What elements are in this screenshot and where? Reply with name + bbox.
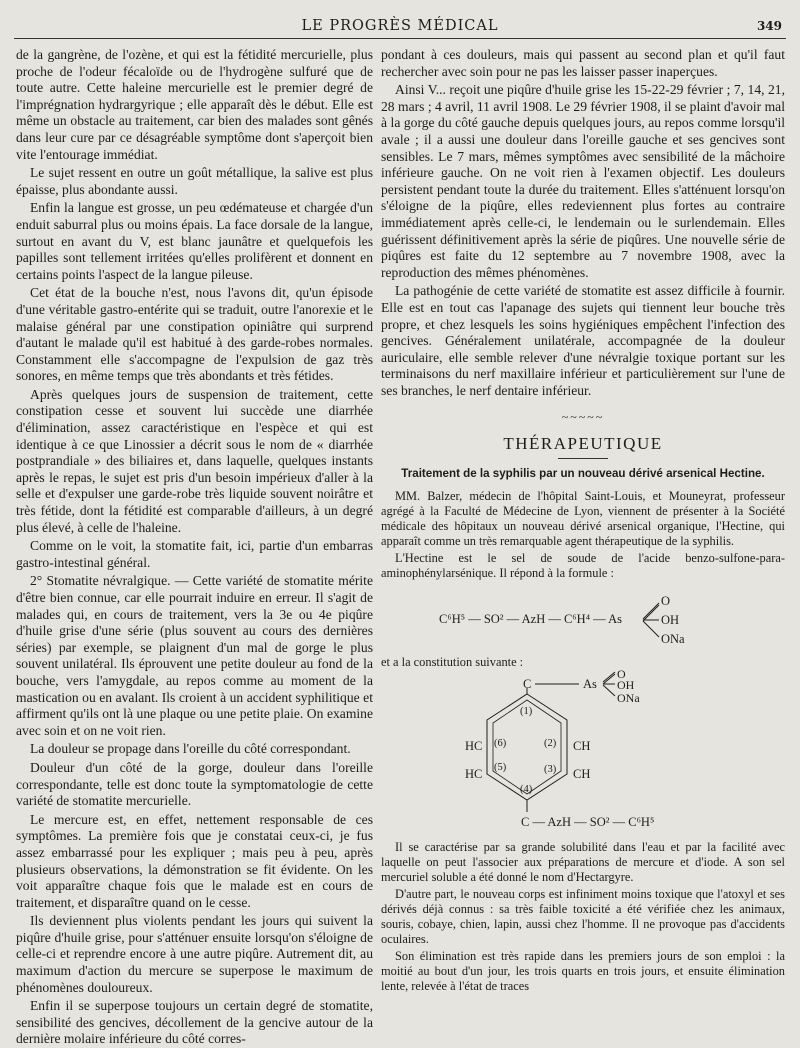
- structure-bottom: C — AzH — SO² — C⁶H⁵: [521, 814, 655, 829]
- structure-bond: [603, 685, 615, 696]
- paragraph: Son élimination est très rapide dans les premiers jours de son emploi : la moitié au bout d'un jour, les trois quarts en trois jours, et ensuite élimination lente, relevée à l'état de traces: [381, 948, 785, 993]
- structure-ch-lower: CH: [573, 766, 591, 781]
- formula-bond: [643, 603, 659, 619]
- structure-ona: ONa: [617, 690, 640, 705]
- paragraph: Ainsi V... reçoit une piqûre d'huile grise les 15-22-29 février ; 7, 14, 21, 28 mars ; 4 avril, 11 avril 1908. Le 29 février 1908, il se plaint d'avoir mal à la gorge du côté gauche depuis quelques jours, au repos comme lorsqu'il avale ; il a aussi une douleur dans l'oreille gauche et ses gencives sont sensibles. Le 7 mars, mêmes symptômes avec sensibilité de la mâchoire inférieure gauche. On ne voit rien à l'examen objectif. Les douleurs persistent pendant toute la durée du traitement. Elles s'atténuent lorsqu'on s'éloigne de la piqûre, elles redeviennent plus fortes au contraire immédiatement après celle-ci, le lendemain ou le surlendemain. Elles guérissent définitivement après la série de piqûres. Une nouvelle série de piqûres est faite du 12 septembre au 7 novembre 1908, avec la reproduction des mêmes phénomènes.: [381, 82, 785, 280]
- section-rule: [558, 458, 608, 459]
- structural-formula: [381, 670, 785, 840]
- structure-bond: [603, 672, 615, 682]
- article-title: Traitement de la syphilis par un nouveau dérivé arsenical Hectine.: [401, 466, 765, 480]
- section-title: THÉRAPEUTIQUE: [503, 434, 663, 454]
- structure-hc-lower: HC: [465, 766, 483, 781]
- page-number: 349: [756, 19, 782, 33]
- paragraph: Cet état de la bouche n'est, nous l'avons dit, qu'un épisode d'une véritable gastro-entérite qui se traduit, outre l'anorexie et le malaise général par une constipation opiniâtre qui surprend d'autant le malade qu'il est habitué à des garde-robes normales. Constamment elle s'accompagne de l'expulsion de gaz très sonores, en même temps que très abondants et très fétides.: [16, 285, 373, 384]
- paragraph: Comme on le voit, la stomatite fait, ici, partie d'un embarras gastro-intestinal général.: [16, 538, 373, 570]
- structure-as: As: [583, 676, 597, 691]
- paragraph: Douleur d'un côté de la gorge, douleur dans l'oreille correspondante, telle est donc toute la symptomatologie de cette variété de stomatite mercurielle.: [16, 759, 373, 809]
- structure-ch-upper: CH: [573, 738, 591, 753]
- right-column: [381, 47, 785, 994]
- structure-oh: OH: [617, 677, 635, 692]
- formula-bond: [643, 621, 659, 637]
- paragraph: Le mercure est, en effet, nettement responsable de ces symptômes. La première fois que je constatai ceux-ci, je fus assez embarrassé pour les expliquer ; mais peu à peu, après plusieurs observations, la démonstration se fit évidente. On les voit apparaître chaque fois que le malade est en cours de traitement, et disparaître quand on le cesse.: [16, 811, 373, 910]
- paragraph: et a la constitution suivante :: [381, 654, 524, 669]
- position-1: (1): [520, 705, 533, 717]
- paragraph: pondant à ces douleurs, mais qui passent au second plan et qu'il faut rechercher avec soin pour ne pas les laisser passer inaperçues.: [381, 47, 785, 79]
- structure-hc-upper: HC: [465, 738, 483, 753]
- left-column: [16, 47, 373, 1048]
- paragraph: MM. Balzer, médecin de l'hôpital Saint-Louis, et Mouneyrat, professeur agrégé à la Faculté de Médecine de Lyon, viennent de présenter à la Société médicale des hôpitaux un nouveau dérivé arsenical organique, l'Hectine, qui apparaît comme un très remarquable agent thérapeutique de la syphilis.: [381, 488, 785, 548]
- paragraph: de la gangrène, de l'ozène, et qui est la fétidité mercurielle, plus proche de l'odeur fécaloïde ou de l'hydrogène sulfuré que de toute autre. Cette haleine mercurielle est le premier degré de l'imprégnation hydrargyrique ; elle apparaît dès le début. Elle est même un obstacle au traitement, car bien des malades sont gênés dans leur cure par ce désagréable symptôme dont s'aperçoit bien vite l'entourage immédiat.: [16, 47, 373, 162]
- position-3: (3): [544, 763, 557, 775]
- paragraph: L'Hectine est le sel de soude de l'acide benzo-sulfone-para-aminophénylarsénique. Il répond à la formule :: [381, 550, 785, 580]
- formula-ona: ONa: [661, 631, 685, 646]
- paragraph: Il se caractérise par sa grande solubilité dans l'eau et par la facilité avec laquelle on peut l'associer aux préparations de mercure et d'iode. A son sel mercuriel soluble a été donné le nom d'Hectargyre.: [381, 839, 785, 884]
- paragraph: 2° Stomatite névralgique. — Cette variété de stomatite mérite d'être bien connue, car elle pourrait induire en erreur. Il s'agit de malades qui, en cours de traitement, vers la 3e ou 4e piqûre d'huile grise d'une série (plus souvent au cours des dernières séries) par exemple, se plaignent d'un mal de gorge le plus souvent unilatéral. Ils éprouvent une petite douleur au fond de la bouche, vers l'amygdale, au repos comme au moment de la mastication ou en avalant. Ils croient à un accident syphilitique et affirment qu'ils ont là une plaque ou une petite plaie. On examine avec soin et on ne voit rien.: [16, 573, 373, 738]
- paragraph: Après quelques jours de suspension de traitement, cette constipation cesse et souvent lui succède une diarrhée d'élimination, assez caractéristique en l'espèce et qui est identique à ce que Linossier a décrit sous le nom de « diarrhée postprandiale » des biliaires et, dans laquelle, quelques instants après le repas, le sujet est pris d'un besoin impérieux d'aller à la selle et d'expulser une garde-robe très liquide souvent noirâtre et très fétide, dont la fétidité est comparable d'ailleurs, à un degré plus élevé, à celle de l'haleine.: [16, 386, 373, 535]
- page-header: [14, 16, 786, 39]
- paragraph: Le sujet ressent en outre un goût métallique, la salive est plus épaisse, plus abondante aussi.: [16, 165, 373, 197]
- structure-bond: [603, 674, 615, 684]
- position-5: (5): [494, 761, 507, 773]
- paragraph: La pathogénie de cette variété de stomatite est assez difficile à fournir. Elle est en tout cas l'apanage des sujets qui tiennent leur bouche très propre, et chez lesquels les soins hygiéniques empêchent l'infection des gencives. Généralement unilatérale, accompagnée de la douleur auriculaire, elle semble relever d'une névralgie toxique portant sur les terminaisons du nerf maxillaire inférieur et particulièrement sur l'une de ses branches, le nerf dentaire inférieur.: [381, 283, 785, 398]
- section-separator: ~~~~~: [561, 410, 605, 425]
- structure-o: O: [617, 669, 626, 681]
- paragraph: D'autre part, le nouveau corps est infiniment moins toxique que l'atoxyl et ses dérivés déjà connus : sa très faible toxicité a été vérifiée chez les animaux, souris, cobaye, chien, lapin, aussi chez l'homme. Il ne provoque pas d'accidents oculaires.: [381, 886, 785, 946]
- position-6: (6): [494, 737, 507, 749]
- paragraph: Enfin la langue est grosse, un peu œdémateuse et chargée d'un enduit saburral plus ou moins épais. La face dorsale de la langue, surtout en avant du V, est blanc jaunâtre et quelquefois les papilles sont tellement irritées qu'elles prolifèrent et donnent en certains points l'aspect de la langue pileuse.: [16, 200, 373, 282]
- paragraph: La douleur se propage dans l'oreille du côté correspondant.: [30, 741, 351, 757]
- position-2: (2): [544, 737, 557, 749]
- structure-top-c: C: [523, 676, 532, 691]
- paragraph: Ils deviennent plus violents pendant les jours qui suivent la piqûre d'huile grise, pour s'atténuer ensuite lorsqu'on s'éloigne de celle-ci et reprendre encore à une autre piqûre. Autrement dit, au maximum d'action du mercure se superpose le maximum de phénomènes douloureux.: [16, 913, 373, 995]
- formula-main: C⁶H⁵ — SO² — AzH — C⁶H⁴ — As: [439, 611, 623, 626]
- journal-title: LE PROGRÈS MÉDICAL: [301, 18, 499, 34]
- formula-bond: [643, 605, 659, 621]
- formula-oh: OH: [661, 612, 680, 627]
- position-4: (4): [520, 783, 533, 795]
- chemical-formula: [381, 585, 785, 653]
- structure-svg: [381, 670, 785, 840]
- formula-svg: [381, 585, 785, 653]
- formula-o: O: [661, 593, 671, 608]
- paragraph: Enfin il se superpose toujours un certain degré de stomatite, sensibilité des gencives, décollement de la gencive autour de la dernière molaire inférieure du côté corres-: [16, 998, 373, 1047]
